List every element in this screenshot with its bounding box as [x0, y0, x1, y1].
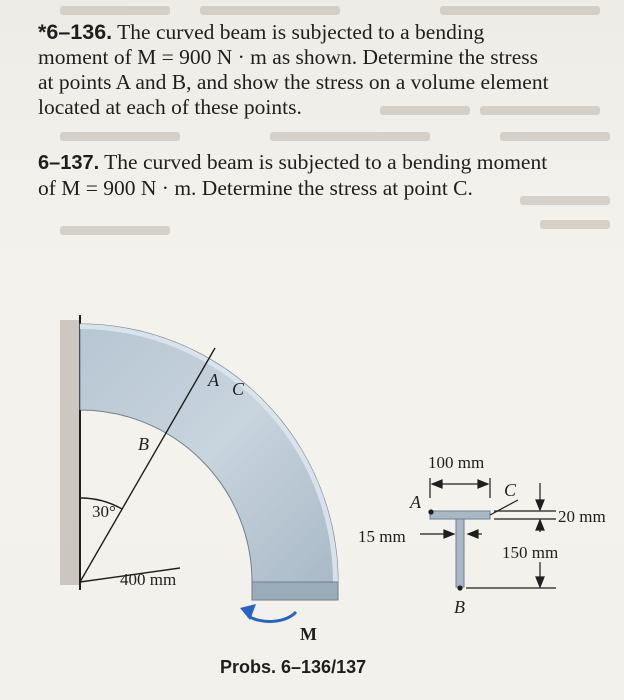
problem-136-line-1: [38, 20, 618, 45]
label-A: A: [208, 370, 219, 390]
problem-137-text-1: The curved beam is subjected to a bending moment: [104, 150, 548, 174]
flange-thickness-label: 20 mm: [558, 507, 606, 526]
curved-beam-figure: [0, 300, 624, 700]
problem-137-number: 6–137.: [38, 152, 100, 174]
problem-136-number: *6–136.: [38, 20, 113, 44]
radius-label: 400 mm: [120, 570, 177, 589]
problem-137: [38, 150, 618, 201]
problem-136-line-3: at points A and B, and show the stress on a volume element: [38, 70, 549, 94]
problem-136-line-4: located at each of these points.: [38, 95, 302, 119]
section-label-A: A: [410, 492, 421, 512]
point-A-dot: [428, 509, 433, 514]
angle-label: 30°: [92, 502, 116, 521]
problem-136: [38, 20, 618, 120]
depth-label: 150 mm: [502, 543, 559, 562]
fixed-wall: [60, 315, 80, 590]
thickness-label: 15 mm: [358, 527, 406, 546]
moment-label: M: [300, 624, 317, 644]
label-B: B: [138, 434, 149, 454]
problem-137-line-2: of M = 900 N · m. Determine the stress at point C.: [38, 176, 473, 200]
section-label-C: C: [504, 480, 517, 500]
problem-136-line-2: moment of M = 900 N · m as shown. Determine the stress: [38, 45, 538, 69]
problem-137-line-1: [38, 150, 618, 176]
section-label-B: B: [454, 597, 465, 617]
point-B-dot: [457, 585, 462, 590]
moment-arrow: [240, 604, 296, 621]
figure-caption: Probs. 6–136/137: [220, 657, 367, 677]
label-C: C: [232, 379, 245, 399]
dimension-lines: [420, 478, 559, 588]
problem-136-text-1: The curved beam is subjected to a bending: [117, 20, 485, 44]
beam-end-face: [252, 582, 338, 600]
flange-width-label: 100 mm: [428, 453, 485, 472]
